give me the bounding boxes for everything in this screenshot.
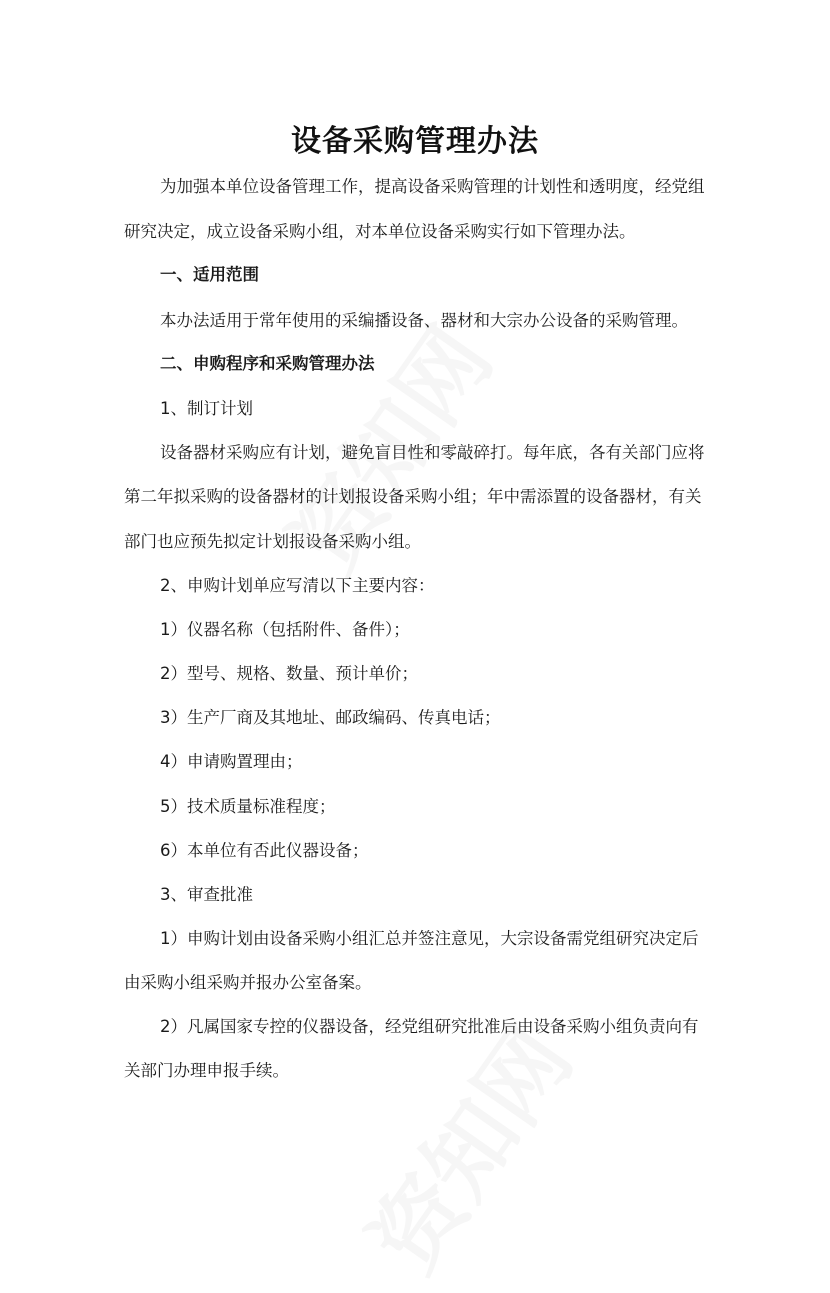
- subsection-heading: 1、制订计划: [160, 399, 253, 418]
- list-item: 6）本单位有否此仪器设备；: [160, 841, 369, 860]
- paragraph-line: 设备器材采购应有计划，避免盲目性和零敲碎打。每年底，各有关部门应将: [160, 443, 705, 462]
- list-item: 2）凡属国家专控的仪器设备，经党组研究批准后由设备采购小组负责向有: [160, 1017, 699, 1036]
- document-title: 设备采购管理办法: [291, 124, 539, 159]
- paragraph-line: 本办法适用于常年使用的采编播设备、器材和大宗办公设备的采购管理。: [160, 311, 688, 330]
- subsection-heading: 3、审查批准: [160, 885, 253, 904]
- list-item: 4）申请购置理由；: [160, 752, 303, 771]
- subsection-heading: 2、申购计划单应写清以下主要内容：: [160, 576, 435, 595]
- list-item: 1）申购计划由设备采购小组汇总并签注意见，大宗设备需党组研究决定后: [160, 929, 699, 948]
- paragraph-line: 第二年拟采购的设备器材的计划报设备采购小组；年中需添置的设备器材，有关: [124, 487, 702, 506]
- list-item: 2）型号、规格、数量、预计单价；: [160, 664, 418, 683]
- paragraph-line: 为加强本单位设备管理工作，提高设备采购管理的计划性和透明度，经党组: [160, 177, 705, 196]
- section-heading: 二、申购程序和采购管理办法: [160, 354, 375, 373]
- section-heading: 一、适用范围: [160, 265, 259, 284]
- paragraph-line: 部门也应预先拟定计划报设备采购小组。: [124, 532, 421, 551]
- watermark-bottom: [334, 997, 595, 1293]
- list-item: 5）技术质量标准程度；: [160, 797, 336, 816]
- paragraph-line: 研究决定，成立设备采购小组，对本单位设备采购实行如下管理办法。: [124, 222, 636, 241]
- list-item: 1）仪器名称（包括附件、备件）；: [160, 620, 410, 639]
- paragraph-line: 由采购小组采购并报办公室备案。: [124, 973, 372, 992]
- list-item: 3）生产厂商及其地址、邮政编码、传真电话；: [160, 708, 501, 727]
- paragraph-line: 关部门办理申报手续。: [124, 1061, 289, 1080]
